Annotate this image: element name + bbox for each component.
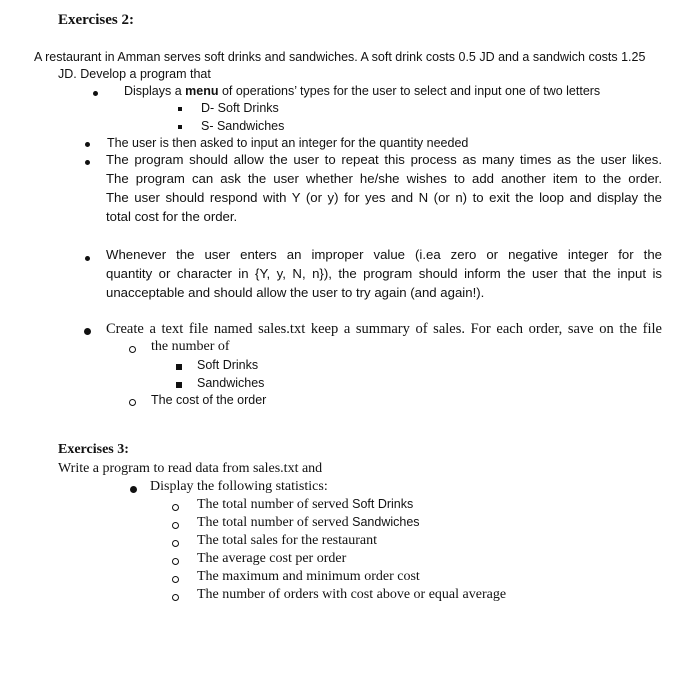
stat-total-sales: The total sales for the restaurant <box>197 533 377 548</box>
option-soft-drinks: D- Soft Drinks <box>201 101 279 115</box>
square-bullet-icon <box>176 364 182 370</box>
improper-line-1: Whenever the user enters an improper value (i.ea zero or negative integer for the <box>106 247 662 262</box>
square-bullet-icon <box>178 107 182 111</box>
repeat-line-3: The user should respond with Y (or y) for yes and N (or n) to exit the loop and display the <box>106 190 662 205</box>
bullet-icon <box>130 486 137 493</box>
repeat-line-4: total cost for the order. <box>106 209 238 224</box>
stat-text: The total number of served <box>197 515 353 530</box>
sales-sandwiches: Sandwiches <box>197 376 265 390</box>
square-bullet-icon <box>176 382 182 388</box>
circle-bullet-icon <box>172 522 179 529</box>
intro-line-2: JD. Develop a program that <box>58 67 211 81</box>
stat-soft-drinks <box>197 497 413 513</box>
order-cost-label: The cost of the order <box>151 393 267 407</box>
improper-line-3: unacceptable and should allow the user to try again (and again!). <box>106 285 485 300</box>
quantity-instruction: The user is then asked to input an integer for the quantity needed <box>107 136 469 150</box>
circle-bullet-icon <box>172 594 179 601</box>
circle-bullet-icon <box>172 540 179 547</box>
repeat-line-2: The program can ask the user whether he/she wishes to add another item to the order. <box>106 171 662 186</box>
stat-sandwiches <box>197 515 420 531</box>
bullet-icon <box>93 91 98 96</box>
file-instruction: Create a text file named sales.txt keep a summary of sales. For each order, save on the file <box>106 321 662 337</box>
stat-item: Sandwiches <box>352 515 420 529</box>
menu-text-bold: menu <box>185 84 219 98</box>
option-sandwiches: S- Sandwiches <box>201 119 285 133</box>
bullet-icon <box>85 160 90 165</box>
square-bullet-icon <box>178 125 182 129</box>
number-of-label: the number of <box>151 339 230 354</box>
circle-bullet-icon <box>172 576 179 583</box>
stat-text: The total number of served <box>197 497 353 512</box>
menu-text-pre: Displays a <box>124 84 186 98</box>
bullet-icon <box>85 142 90 147</box>
menu-instruction <box>124 84 600 98</box>
stat-orders-above-average: The number of orders with cost above or equal average <box>197 587 507 602</box>
circle-bullet-icon <box>129 346 136 353</box>
sales-soft-drinks: Soft Drinks <box>197 358 259 372</box>
circle-bullet-icon <box>129 399 136 406</box>
improper-line-2: quantity or character in {Y, y, N, n}), the program should inform the user that the input is <box>106 266 662 281</box>
stat-item: Soft Drinks <box>352 497 414 511</box>
exercise-3-heading: Exercises 3: <box>58 442 129 457</box>
circle-bullet-icon <box>172 504 179 511</box>
exercise-3-intro: Write a program to read data from sales.txt and <box>58 461 323 476</box>
menu-text-post: of operations’ types for the user to select and input one of two letters <box>218 84 601 98</box>
stat-average-cost: The average cost per order <box>197 551 347 566</box>
bullet-icon <box>85 256 90 261</box>
repeat-line-1: The program should allow the user to repeat this process as many times as the user likes. <box>106 152 662 167</box>
stat-max-min-cost: The maximum and minimum order cost <box>197 569 420 584</box>
exercise-2-heading: Exercises 2: <box>58 12 134 28</box>
circle-bullet-icon <box>172 558 179 565</box>
intro-line-1: A restaurant in Amman serves soft drinks and sandwiches. A soft drink costs 0.5 JD and a sandwich costs 1.25 <box>34 50 646 64</box>
bullet-icon <box>84 328 91 335</box>
display-statistics: Display the following statistics: <box>150 479 328 494</box>
